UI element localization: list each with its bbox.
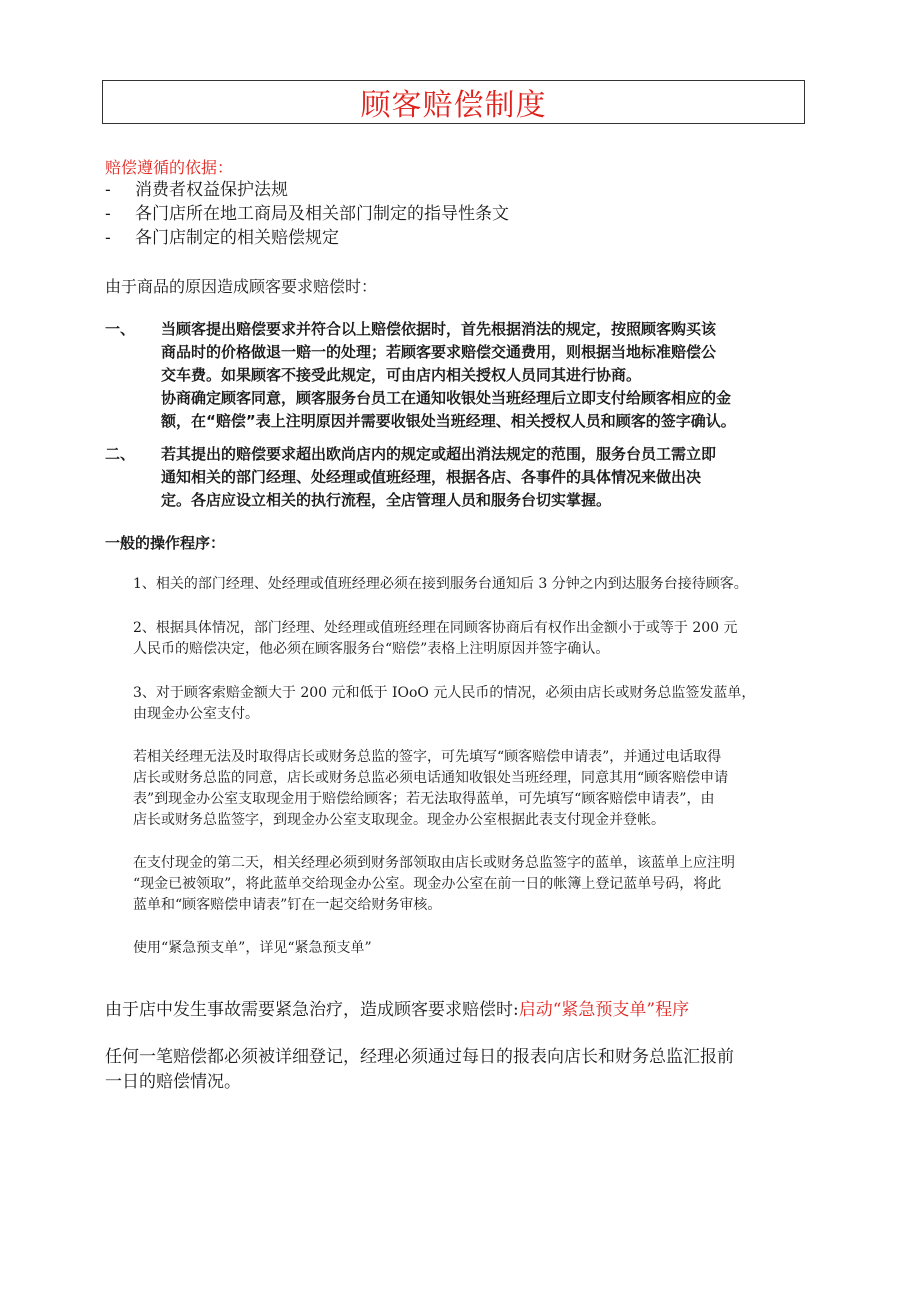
document-title: 顾客赔偿制度 xyxy=(360,88,547,123)
clause-number: 二、 xyxy=(105,445,136,463)
list-item-text: 各门店制定的相关赔偿规定 xyxy=(135,228,339,248)
list-item xyxy=(105,202,509,226)
list-item xyxy=(105,178,509,202)
clause-body xyxy=(161,443,821,512)
step-line: 3、对于顾客索赔金额大于 200 元和低于 IOoO 元人民币的情况，必须由店长或财务总监签发蓝单， xyxy=(133,685,756,701)
step-line: 由现金办公室支付。 xyxy=(133,706,259,722)
clause-number: 一、 xyxy=(105,320,136,338)
procedure-note-emergency xyxy=(133,938,823,959)
list-item xyxy=(105,226,509,250)
step-line: 在支付现金的第二天，相关经理必须到财务部领取由店长或财务总监签字的蓝单，该蓝单上应注明 xyxy=(133,855,735,871)
basis-list xyxy=(105,178,509,250)
clause-line: 协商确定顾客同意，顾客服务台员工在通知收银处当班经理后立即支付给顾客相应的金 xyxy=(161,389,732,407)
procedure-step-3 xyxy=(133,683,823,725)
step-line: 店长或财务总监签字，到现金办公室支取现金。现金办公室根据此表支付现金并登帐。 xyxy=(133,812,665,828)
step-line: 人民币的赔偿决定，他必须在顾客服务台“赔偿”表格上注明原因并签字确认。 xyxy=(133,641,610,657)
basis-heading: 赔偿遵循的依据： xyxy=(105,158,234,177)
list-dash: - xyxy=(105,204,111,224)
accident-action: 启动“紧急预支单”程序 xyxy=(518,1000,690,1020)
accident-paragraph xyxy=(105,998,805,1023)
step-line: 蓝单和“顾客赔偿申请表”钉在一起交给财务审核。 xyxy=(133,897,442,913)
final-line: 一日的赔偿情况。 xyxy=(105,1072,241,1092)
list-item-text: 各门店所在地工商局及相关部门制定的指导性条文 xyxy=(135,204,509,224)
clause-line: 商品时的价格做退一赔一的处理；若顾客要求赔偿交通费用，则根据当地标准赔偿公 xyxy=(161,343,717,361)
clause-line: 当顾客提出赔偿要求并符合以上赔偿依据时，首先根据消法的规定，按照顾客购买该 xyxy=(161,320,717,338)
procedure-note-next-day xyxy=(133,853,823,916)
clause-line: 定。各店应设立相关的执行流程，全店管理人员和服务台切实掌握。 xyxy=(161,491,612,509)
step-line: 使用“紧急预支单”，详见“紧急预支单” xyxy=(133,940,372,956)
list-dash: - xyxy=(105,180,111,200)
list-item-text: 消费者权益保护法规 xyxy=(135,180,288,200)
procedure-step-1 xyxy=(133,574,823,595)
clause-body xyxy=(161,318,821,433)
clause-line: 若其提出的赔偿要求超出欧尚店内的规定或超出消法规定的范围，服务台员工需立即 xyxy=(161,445,717,463)
accident-text: 由于店中发生事故需要紧急治疗，造成顾客要求赔偿时: xyxy=(105,1000,519,1020)
step-line: 1、相关的部门经理、处经理或值班经理必须在接到服务台通知后 3 分钟之内到达服务台接待顾客。 xyxy=(133,576,748,592)
procedure-note-signature xyxy=(133,747,823,831)
clause-line: 交车费。如果顾客不接受此规定，可由店内相关授权人员同其进行协商。 xyxy=(161,366,642,384)
step-line: 店长或财务总监的同意，店长或财务总监必须电话通知收银处当班经理，同意其用“顾客赔偿申请 xyxy=(133,770,729,786)
step-line: “现金已被领取”，将此蓝单交给现金办公室。现金办公室在前一日的帐簿上登记蓝单号码，将此 xyxy=(133,876,722,892)
list-dash: - xyxy=(105,228,111,248)
clause-line: 额，在“赔偿”表上注明原因并需要收银处当班经理、相关授权人员和顾客的签字确认。 xyxy=(161,412,736,430)
final-line: 任何一笔赔偿都必须被详细登记，经理必须通过每日的报表向店长和财务总监汇报前 xyxy=(105,1047,734,1067)
procedure-step-2 xyxy=(133,618,823,660)
step-line: 若相关经理无法及时取得店长或财务总监的签字，可先填写“顾客赔偿申请表”，并通过电话取得 xyxy=(133,749,722,765)
product-heading: 由于商品的原因造成顾客要求赔偿时： xyxy=(105,277,378,296)
clause-line: 通知相关的部门经理、处经理或值班经理，根据各店、各事件的具体情况来做出决 xyxy=(161,468,702,486)
final-paragraph xyxy=(105,1045,805,1095)
step-line: 2、根据具体情况，部门经理、处经理或值班经理在同顾客协商后有权作出金额小于或等于 200 元 xyxy=(133,620,738,636)
operations-heading: 一般的操作程序： xyxy=(105,534,226,552)
title-box xyxy=(102,80,805,124)
step-line: 表”到现金办公室支取现金用于赔偿给顾客；若无法取得蓝单，可先填写“顾客赔偿申请表”，由 xyxy=(133,791,715,807)
